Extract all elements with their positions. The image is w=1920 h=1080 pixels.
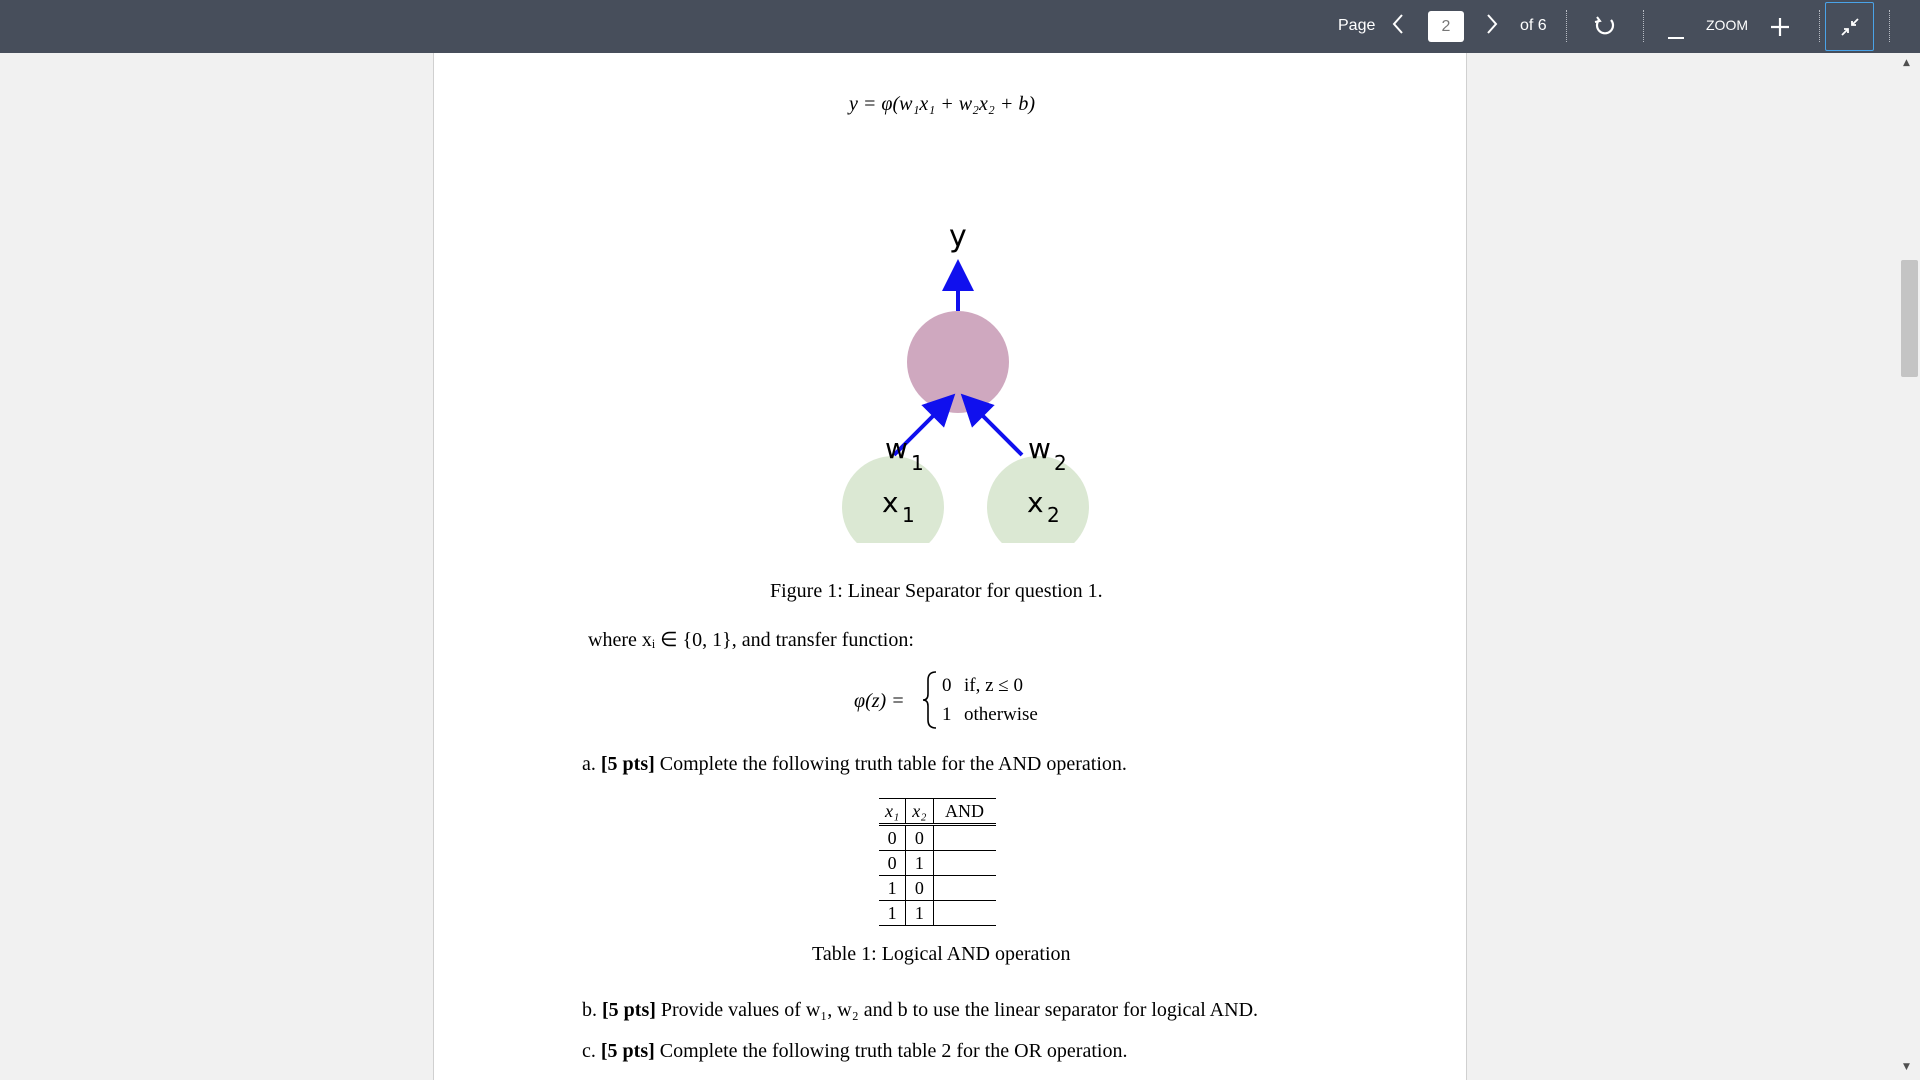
- scroll-up-icon[interactable]: ▲: [1903, 58, 1910, 68]
- viewer-toolbar: [0, 0, 1920, 53]
- table-caption: Table 1: Logical AND operation: [812, 943, 1071, 965]
- scroll-down-icon[interactable]: ▼: [1903, 1062, 1910, 1072]
- w2-arrow: [972, 405, 1022, 455]
- question-c: [582, 1040, 1127, 1063]
- question-b-points: [5 pts]: [602, 999, 656, 1021]
- page-total: of 6: [1520, 17, 1547, 34]
- question-a: [582, 753, 1127, 776]
- question-c-prefix: c.: [582, 1040, 596, 1062]
- question-a-text: Complete the following truth table for the AND operation.: [659, 753, 1127, 775]
- table-cell: [933, 851, 996, 876]
- w1-label: w: [885, 432, 908, 465]
- case-brace: [922, 670, 938, 730]
- question-b-text: Provide values of w₁, w₂ and b to use the linear separator for logical AND.: [660, 999, 1259, 1021]
- vertical-scrollbar[interactable]: [1897, 53, 1920, 1080]
- x2-label: x: [1027, 486, 1044, 519]
- question-a-points: [5 pts]: [600, 753, 655, 775]
- w2-subscript: 2: [1054, 451, 1067, 475]
- phi-case1-value: 0: [942, 675, 952, 696]
- table-cell: 0: [906, 825, 933, 851]
- table-header-row: [879, 799, 996, 825]
- table-header-x1: x₁: [879, 799, 906, 825]
- plus-icon[interactable]: [1771, 18, 1789, 40]
- table-row: [879, 876, 996, 901]
- toolbar-separator: [1566, 10, 1567, 42]
- table-cell: 0: [879, 825, 906, 851]
- table-cell: [933, 825, 996, 851]
- table-row: [879, 851, 996, 876]
- page-label: Page: [1338, 17, 1376, 34]
- chevron-left-icon[interactable]: [1391, 12, 1405, 40]
- table-header-and: AND: [933, 799, 996, 825]
- x2-subscript: 2: [1047, 503, 1060, 527]
- w1-subscript: 1: [911, 451, 924, 475]
- table-cell: 0: [879, 851, 906, 876]
- rotate-icon[interactable]: [1593, 14, 1617, 42]
- table-row: [879, 825, 996, 851]
- and-truth-table: [879, 798, 996, 926]
- table-header-x2: x₂: [906, 799, 933, 825]
- phi-lhs: φ(z) =: [854, 690, 905, 712]
- collapse-icon: [1840, 17, 1860, 41]
- question-c-text: Complete the following truth table 2 for the OR operation.: [659, 1040, 1128, 1062]
- toolbar-separator: [1643, 10, 1644, 42]
- output-node: [907, 311, 1009, 413]
- phi-case2-condition: otherwise: [964, 704, 1038, 725]
- table-cell: 1: [879, 876, 906, 901]
- table-cell: [933, 876, 996, 901]
- scrollbar-thumb[interactable]: [1901, 260, 1918, 377]
- zoom-label: ZOOM: [1706, 17, 1748, 33]
- document-page: [433, 53, 1467, 1080]
- x1-label: x: [882, 486, 899, 519]
- minus-icon[interactable]: [1668, 25, 1684, 44]
- figure-caption: Figure 1: Linear Separator for question 1.: [770, 580, 1103, 602]
- table-cell: 0: [906, 876, 933, 901]
- table-cell: [933, 901, 996, 926]
- output-label: y: [949, 219, 967, 254]
- table-cell: 1: [906, 901, 933, 926]
- chevron-right-icon[interactable]: [1485, 12, 1499, 40]
- phi-case2-value: 1: [942, 704, 952, 725]
- table-row: [879, 901, 996, 926]
- question-c-points: [5 pts]: [600, 1040, 655, 1062]
- x1-subscript: 1: [902, 503, 915, 527]
- question-a-prefix: a.: [582, 753, 596, 775]
- question-b: [582, 999, 1258, 1022]
- exit-fullscreen-button[interactable]: [1825, 2, 1874, 51]
- toolbar-separator: [1889, 10, 1890, 42]
- w2-label: w: [1028, 432, 1051, 465]
- where-text: where xᵢ ∈ {0, 1}, and transfer function:: [588, 629, 914, 651]
- page-number-input[interactable]: 2: [1428, 11, 1464, 42]
- neuron-diagram: [822, 163, 1142, 543]
- toolbar-separator: [1819, 10, 1820, 42]
- phi-case1-condition: if, z ≤ 0: [964, 675, 1023, 696]
- equation-top: y = φ(w₁x₁ + w₂x₂ + b): [849, 93, 1035, 115]
- question-b-prefix: b.: [582, 999, 597, 1021]
- table-cell: 1: [906, 851, 933, 876]
- table-cell: 1: [879, 901, 906, 926]
